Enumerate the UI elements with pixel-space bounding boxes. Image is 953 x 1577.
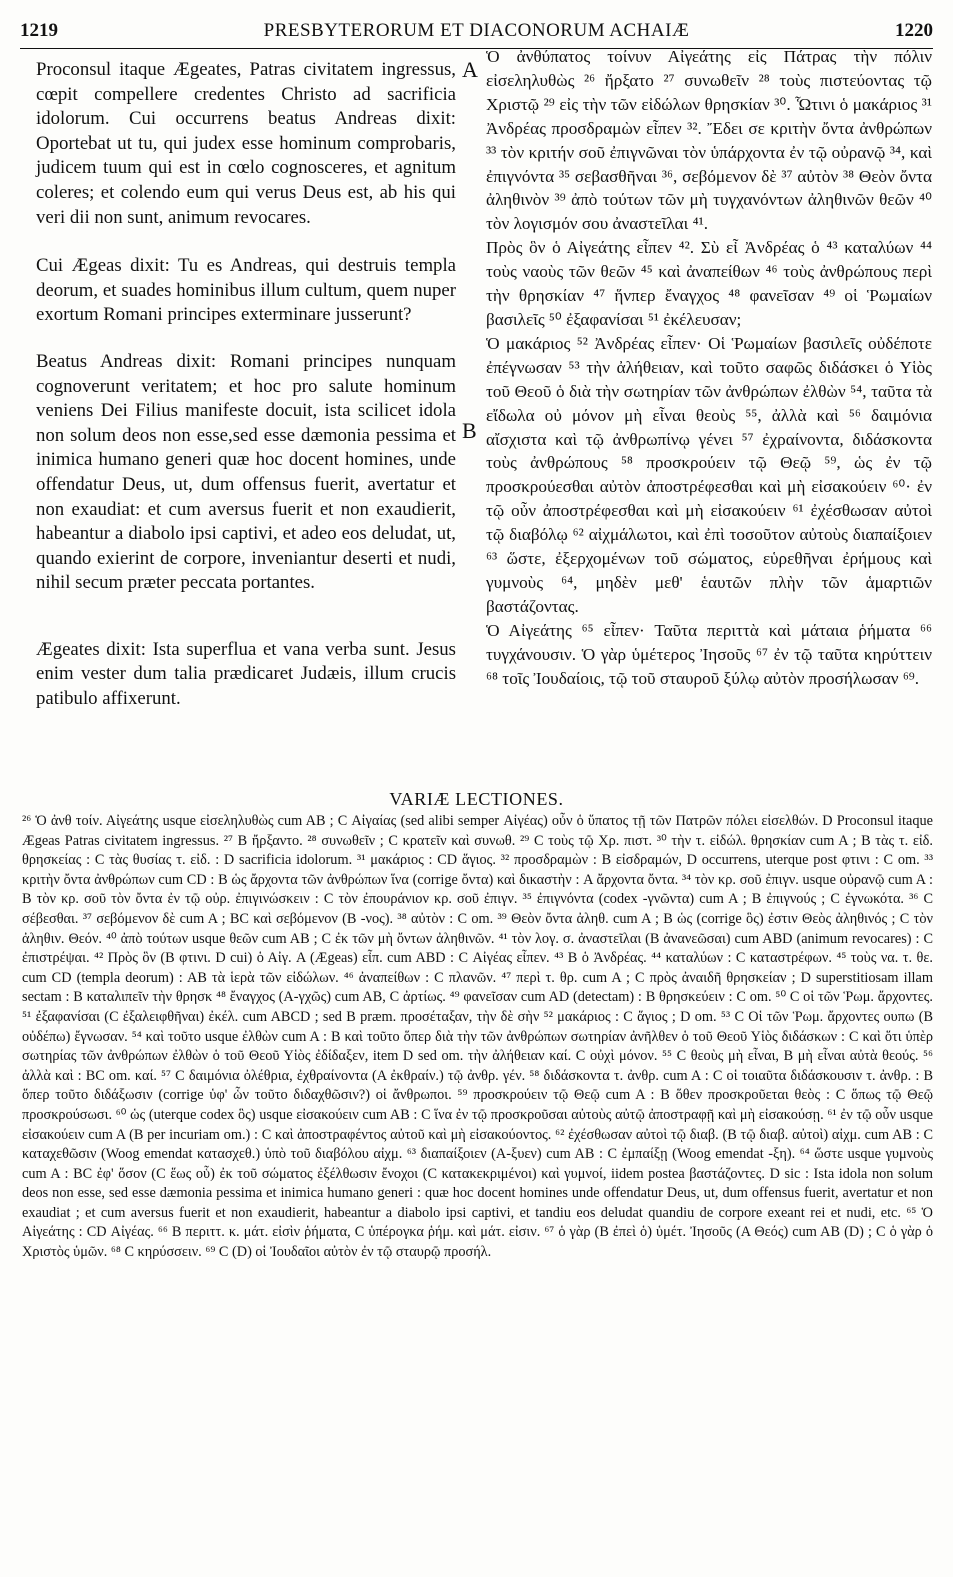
greek-paragraph: Ὁ ἀνθύπατος τοίνυν Αἰγεάτης εἰς Πάτρας τὴν πόλιν εἰσεληλυθὼς ²⁶ ἤρξατο ²⁷ συνωθεῖν ²⁸ τοὺς πιστεύοντας τῷ Χριστῷ ²⁹ εἰς τὴν τῶν εἰδώλων θρησκίαν ³⁰. Ὧτινι ὁ μακάριος ³¹ Ἀνδρέας προσδραμὼν εἶπεν ³². Ἔδει σε κριτὴν ὄντα ἀνθρώπων ³³ τὸν κριτήν σοῦ ἐπιγνῶναι τὸν ὑπάρχοντα ἐν τῷ οὐρανῷ ³⁴, καὶ ἐπιγνόντα ³⁵ σεβασθῆναι ³⁶, σεβόμενον δὲ ³⁷ αὐτὸν ³⁸ Θεὸν ὄντα ἀληθινὸν ³⁹ ἀπὸ τούτων τῶν μὴ τυγχανόντων ἀληθινῶν θεῶν ⁴⁰ τὸν λογισμόν σου ἀναστεῖλαι ⁴¹. xyxy=(486,47,932,234)
greek-paragraph: Ὁ μακάριος ⁵² Ἀνδρέας εἶπεν· Οἱ Ῥωμαίων βασιλεῖς οὐδέποτε ἐπέγνωσαν ⁵³ τὴν ἀλήθειαν, καὶ τοῦτο σαφῶς διδάσκει ὁ Υἱὸς τοῦ Θεοῦ ὁ διὰ τὴν σωτηρίαν τῶν ἀνθρώπων ἐλθὼν ⁵⁴, ταῦτα τὰ εἴδωλα οὐ μόνον μὴ εἶναι θεοὺς ⁵⁵, ἀλλὰ καὶ ⁵⁶ δαιμόνια αἴσχιστα καὶ τῷ ἀνθρωπίνῳ γένει ⁵⁷ ἐχραίνοντα, διδάσκοντα τοὺς ἀνθρώπους ⁵⁸ προσκρούειν τῷ Θεῷ ⁵⁹, ὡς ἐν τῷ προσκρούεσθαι αὐτὸν ἀποστρέφεσθαι καὶ μὴ εἰσακούειν ⁶⁰· ἐν τῷ οὖν ἀποστρέφεσθαι καὶ μὴ εἰσακούειν ⁶¹ ἐχέσθωσαν αὐτοὶ τῷ διαβόλῳ ⁶² αἰχμάλωτοι, καὶ ἐπὶ τοσοῦτον αὐτοὺς διαπαίξοιεν ⁶³ ὥστε, ἐξερχομένων τοῦ σώματος, εὑρεθῆναι ἐρήμους καὶ γυμνοὺς ⁶⁴, μηδὲν μεθ' ἑαυτῶν πλὴν τῶν ἁμαρτιῶν βαστάζοντας. xyxy=(486,333,932,616)
section-marker-b: B xyxy=(462,418,477,443)
apparatus-text: ²⁶ Ὁ ἀνθ τοίν. Αἰγεάτης usque εἰσεληλυθὼς cum AB ; C Αἰγαίας (sed alibi semper Αἰγέας) οὖν ὁ ὕπατος τῇ τῶν Πατρῶν πόλει εἰσελθών. D Proconsul itaque Ægeas Patras civitatem ingressus. ²⁷ B ἤρξαντο. ²⁸ συνωθεῖν ; C κρατεῖν καὶ συνωθ. ²⁹ C τοὺς τῷ Χρ. πιστ. ³⁰ τὴν τ. εἰδώλ. θρησκίαν cum A ; B τὰς τ. εἰδ. θρησκείας : C τὰς θυσίας τ. εἰδ. : D sacrificia idolorum. ³¹ μακάριος : CD ἅγιος. ³² προσδραμὼν : B εἰσδραμών, D occurrens, uterque post φτινι : C om. ³³ κριτὴν ὄντα ἀνθρώπων cum CD : B ὡς ἄρχοντα τῶν ἀνθρώπων ἵνα (corrige ὄντα) καὶ δικαστὴν : A ἄρχοντα ὄντα. ³⁴ τὸν κρ. σοῦ ἐπιγν. usque οὐρανῷ cum A : B τὸν κρ. σοῦ τὸν ὄντα ἐν τῷ οὐρ. ἐπιγινώσκειν : C τὸν ἐπουράνιον κρ. σοῦ ἐπιγν. ³⁵ ἐπιγνόντα (codex -γνῶντα) cum A ; B ἐπιγνούς ; C ἐγνωκότα. ³⁶ C σέβεσθαι. ³⁷ σεβόμενον δὲ cum A ; BC καὶ σεβόμενον (B -νος). ³⁸ αὐτὸν : C om. ³⁹ Θεὸν ὄντα ἀληθ. cum A ; B ὡς (corrige ὃς) ἐστιν Θεὸς ἀληθινός ; C τὸν ἀληθιν. Θεόν. ⁴⁰ ἀπὸ τούτων usque θεῶν cum AB ; C ἐκ τῶν μὴ ὄντων ἀληθινῶν. ⁴¹ τὸν λογ. σ. ἀναστεῖλαι (B ἀνανεῶσαι) cum ABD (animum revocares) : C ἐπιστρέψαι. ⁴² Πρὸς ὃν (B φτινι. D cui) ὁ Αἰγ. A (Ægeas) εἶπ. cum ABD : C Αἰγέας εἶπεν. ⁴³ B ὁ Ἀνδρέας. ⁴⁴ καταλύων : C καταστρέφων. ⁴⁵ τοὺς να. τ. θε. cum CD (templa deorum) : AB τὰ ἱερὰ τῶν εἰδώλων. ⁴⁶ ἀναπείθων : C πλανῶν. ⁴⁷ περὶ τ. θρ. cum A ; C πρὸς ἀναιδῆ θρησκείαν ; D superstitiosam illam sectam : B καταλιπεῖν τὴν θρησκ ⁴⁸ ἔναγχος (A-γχῶς) cum AB, C ἀρτίως. ⁴⁹ φανεῖσαν cum AD (detectam) : B θρησκεύειν : C om. ⁵⁰ C οἱ τῶν Ῥωμ. ἄρχοντες. ⁵¹ ἐξαφανίσαι (C ἐξαλειφθῆναι) ἐκέλ. cum ABCD ; sed B præm. προσέταξαν, τὴν δὲ σὴν ⁵² μακάριος : C ἅγιος ; D om. ⁵³ C Οἱ τῶν Ῥωμ. ἄρχοντες ουπω (B οὐδέπω) ἔγνωσαν. ⁵⁴ καὶ τοῦτο usque ἐλθὼν cum A : B καὶ τοῦτο ὅπερ διὰ τὴν τῶν ἀνθρώπων σωτηρίαν ἀνῆλθεν ὁ τοῦ Θεοῦ Υἱὸς διδάσκων : C καὶ ὅτι ὑπὲρ σωτηρίας τῶν ἀνθρώπων ἐλθὼν ὁ τοῦ Θεοῦ Υἱὸς ἐδίδαξεν, item D sed om. τὴν ἀλήθειαν καί. C οὐχὶ μόνον. ⁵⁵ C θεοὺς μὴ εἶναι, B μὴ εἶναι αὐτὰ θεούς. ⁵⁶ ἀλλὰ καὶ : BC om. καί. ⁵⁷ C δαιμόνια ὀλέθρια, ἐχθραίνοντα (A ἐκθραίν.) τῷ ἀνθρ. γέν. ⁵⁸ διδάσκοντα τ. ἀνθρ. cum A : C οἱ τοιαῦτα διδάσκουσιν τ. ἀνθρ. : B ὅπερ τοῦτο διδάξωσιν (corrige ὑφ' ὧν τοῦτο διδαχθῶσιν?) οἱ ἄνθρωποι. ⁵⁹ προσκρούειν τῷ Θεῷ cum A : B ὅθεν προσκροῦεται θεὸς : C ὅπως τῷ Θεῷ προσκρούσωσι. ⁶⁰ ὡς (uterque codex ὃς) usque εἰσακούειν cum AB : C ἵνα ἐν τῷ προσκροῦσαι αὐτοὺς αὐτῷ ἀποστραφῇ καὶ μὴ εἰσακούσῃ. ⁶¹ ἐν τῷ οὖν usque εἰσακούειν cum A (B per incuriam om.) : C καὶ ἀποστραφέντος αὐτοῦ καὶ μὴ εἰσακούοντος. ⁶² ἐχέσθωσαν αὐτοὶ τῷ διαβ. (B τῷ διαβ. αὐτοὶ) αἰχμ. cum AB : C καταχεθῶσιν (Woog emendat κατασχεθ.) ὑπὸ τοῦ διαβόλου αἰχμ. ⁶³ διαπαίξοιεν (A-ξυεν) cum AB : C ἐμπαίξῃ (Woog emendat -ξη). ⁶⁴ ὥστε usque γυμνοὺς cum A : BC ἐφ' ὅσον (C ἕως οὗ) ἐκ τοῦ σώματος ἐξέλθωσιν ἔνοχοι (C κατακεκριμένοι) καὶ γυμνοί, iidem postea βαστάζοντες. D sic : Ista idola non solum deos non esse, sed esse dæmonia pessima et inimica humano generi : quæ hoc docent homines unde offendatur Deus, ut, dum offensus fuerit, avertatur et non exaudiat ; et cum aversus fuerit et non exaudierit, habeantur a diabolo ipsi captivi, et tandiu eos deludat quandiu de corpore exeant rei et nudi, etc. ⁶⁵ Ὁ Αἰγεάτης : CD Αἰγέας. ⁶⁶ B περιττ. κ. μάτ. εἰσὶν ῥήματα, C ὑπέρογκα ῥήμ. καὶ μάτ. εἰσιν. ⁶⁷ ὁ γὰρ (B ἐπεὶ ὁ) ὑμέτ. Ἰησοῦς (A Θεός) cum AB (D) ; C ὁ γὰρ ὁ Χριστὸς ὑμῶν. ⁶⁸ C κηρύσσειν. ⁶⁹ C (D) οἱ Ἰουδαῖοι αὐτὸν ἐν τῷ σταυρῷ προσήλ. xyxy=(22,813,933,1261)
running-title: PRESBYTERORUM ET DIACONORUM ACHAIÆ xyxy=(263,20,690,41)
latin-paragraph: Cui Ægeas dixit: Tu es Andreas, qui destruis templa deorum, et suades hominibus illum cultum, quem nuper exortum Romani principes exterminare jusserunt? xyxy=(36,255,456,326)
latin-paragraph: Proconsul itaque Ægeates, Patras civitatem ingressus, cœpit compellere credentes Christo ad sacrificia idolorum. Cui occurrens beatus Andreas dixit: Oportebat ut tu, qui judex esse hominum comprobaris, judicem tuum qui est in cœlo cognosceres, et agnitum coleres; et colendo eum qui verus Deus est, ab his qui veri dii non sunt, animum revocares. xyxy=(36,59,456,228)
section-marker-a: A xyxy=(462,57,478,82)
greek-paragraph: Ὁ Αἰγεάτης ⁶⁵ εἶπεν· Ταῦτα περιττὰ καὶ μάταια ῥήματα ⁶⁶ τυγχάνουσιν. Ὁ γὰρ ὑμέτερος Ἰησοῦς ⁶⁷ ἐν τῷ ταῦτα κηρύττειν ⁶⁸ τοῖς Ἰουδαίοις, τῷ τοῦ σταυροῦ ξύλῳ αὐτὸν προσήλωσαν ⁶⁹. xyxy=(486,620,932,688)
greek-paragraph: Πρὸς ὃν ὁ Αἰγεάτης εἶπεν ⁴². Σὺ εἶ Ἀνδρέας ὁ ⁴³ καταλύων ⁴⁴ τοὺς ναοὺς τῶν θεῶν ⁴⁵ καὶ ἀναπείθων ⁴⁶ τοὺς ἀνθρώπους περὶ τὴν θρησκίαν ⁴⁷ ἥνπερ ἔναγχος ⁴⁸ φανεῖσαν ⁴⁹ οἱ Ῥωμαίων βασιλεῖς ⁵⁰ ἐξαφανίσαι ⁵¹ ἐκέλευσαν; xyxy=(486,238,932,329)
column-number-right: 1220 xyxy=(895,20,933,41)
latin-column xyxy=(36,58,456,734)
variae-lectiones-heading: VARIÆ LECTIONES. xyxy=(389,789,564,809)
latin-paragraph: Beatus Andreas dixit: Romani principes nunquam cognoverunt veritatem; et hoc pro salute hominum veniens Dei Filius manifeste docuit, ista scilicet idola non solum deos non esse,sed esse dæmonia pessima et inimica humano generi quæ hoc docent homines, unde offendatur Deus, ut, dum offensus fuerit, avertatur et non exaudiat: et cum aversus fuerit et non exaudierit, habeantur a diabolo ipsi captivi, et adeo eos deludat, ut, quando exierint de corpore, inveniantur deserti et nudi, nihil secum præter peccata portantes. xyxy=(36,350,456,594)
column-number-left: 1219 xyxy=(20,20,58,41)
variae-lectiones-notes xyxy=(22,812,933,1263)
greek-column xyxy=(486,45,932,690)
latin-paragraph: Ægeates dixit: Ista superflua et vana verba sunt. Jesus enim vester dum talia prædicaret Judæis, illum crucis patibulo affixerunt. xyxy=(36,638,456,710)
